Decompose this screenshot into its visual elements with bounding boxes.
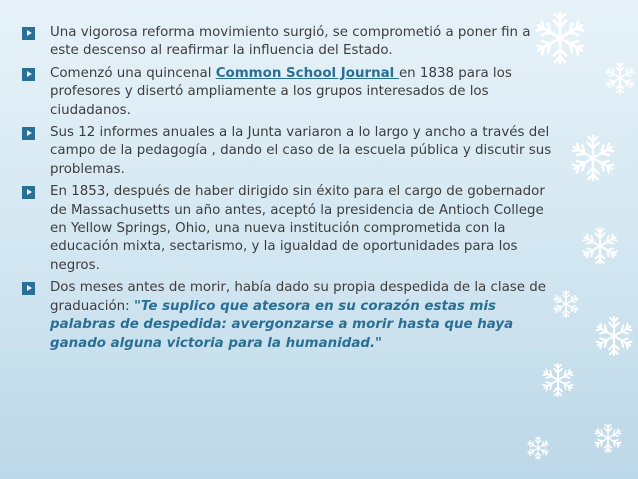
bullet-item [22, 24, 552, 61]
bullet-text: Dos meses antes de morir, había dado su propia despedida de la clase de graduación: [50, 280, 547, 314]
bullet-item [22, 183, 552, 275]
bullet-text: Una vigorosa reforma movimiento surgió, se comprometió a poner fin a este descenso al reafirmar la influencia del Estado. [50, 25, 531, 59]
bullet-item [22, 124, 552, 179]
bullet-arrow-icon [22, 68, 35, 81]
bullet-item [22, 65, 552, 120]
bullet-arrow-icon [22, 127, 35, 140]
bullet-text: En 1853, después de haber dirigido sin éxito para el cargo de gobernador de Massachusetts un año antes, aceptó la presidencia de Antioch College en Yellow Springs, Ohio, una nueva institución comprometida con la educación mixta, sectarismo, y la igualdad de oportunidades para los negros. [50, 184, 545, 273]
snowflake-icon [582, 228, 618, 264]
common-school-journal-link[interactable]: Common School Journal [215, 65, 399, 81]
farewell-quote: "Te suplico que atesora en su corazón estas mis palabras de despedida: avergonzarse a morir hasta que haya ganado alguna victoria para la humanidad." [50, 298, 514, 351]
snowflake-icon [605, 63, 635, 93]
bullet-arrow-icon [22, 186, 35, 199]
snowflake-icon [594, 424, 622, 452]
bullet-item [22, 279, 552, 353]
snowflake-icon [571, 136, 615, 180]
bullet-text: en 1838 para los profesores y disertó ampliamente a los grupos interesados de los ciudadanos. [50, 65, 512, 118]
bullet-text: Sus 12 informes anuales a la Junta variaron a lo largo y ancho a través del campo de la pedagogía , dando el caso de la escuela pública y discutir sus problemas. [50, 125, 552, 177]
bullet-text: Comenzó una quincenal [50, 65, 216, 81]
snowflake-icon [527, 437, 549, 459]
bullet-arrow-icon [22, 282, 35, 295]
snowflake-icon [595, 317, 633, 355]
bullet-arrow-icon [22, 27, 35, 40]
snowflake-icon [542, 364, 574, 396]
bullet-list [22, 24, 552, 357]
snowflake-icon [553, 291, 579, 317]
